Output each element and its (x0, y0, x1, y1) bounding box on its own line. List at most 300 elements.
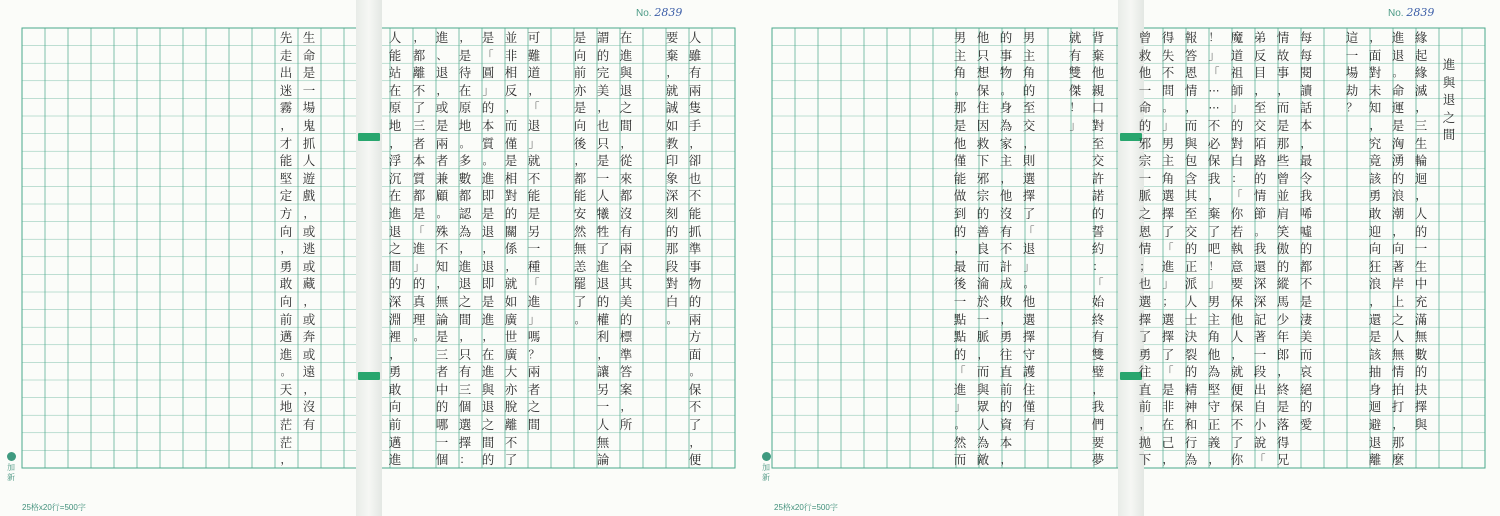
manuscript-character: 義 (1207, 434, 1221, 450)
manuscript-character: 是 (573, 100, 587, 116)
manuscript-character: 犧 (596, 205, 610, 221)
manuscript-character: ， (413, 31, 425, 44)
manuscript-character: 間 (619, 117, 633, 133)
manuscript-character: 大 (504, 364, 518, 380)
manuscript-character: 先 (279, 30, 293, 45)
manuscript-character: 與 (481, 381, 495, 397)
manuscript-character: 」 (528, 136, 540, 150)
manuscript-character: ， (1208, 453, 1220, 467)
manuscript-character: 」 (1208, 48, 1220, 62)
manuscript-character: 三 (435, 346, 449, 362)
manuscript-character: 退 (527, 117, 541, 133)
manuscript-character: 選 (1022, 170, 1036, 186)
manuscript-character: 事 (999, 47, 1013, 63)
manuscript-character: 地 (279, 399, 293, 415)
left-sheet-edge-mark (5, 452, 17, 483)
manuscript-character: 是 (1276, 117, 1290, 133)
manuscript-character: 救 (976, 135, 990, 151)
manuscript-character: 湧 (1391, 153, 1405, 169)
manuscript-character: 該 (1368, 346, 1382, 362)
manuscript-character: 在 (619, 30, 633, 45)
manuscript-character: 之 (527, 399, 541, 415)
manuscript-character: 前 (1138, 399, 1152, 415)
manuscript-character: 霧 (279, 100, 293, 116)
manuscript-character: 向 (1368, 241, 1382, 257)
manuscript-character: 己 (1161, 434, 1175, 450)
manuscript-character: 數 (458, 170, 472, 186)
manuscript-character: 間 (527, 417, 541, 433)
manuscript-character: 認 (458, 205, 472, 221)
manuscript-character: 噓 (1299, 223, 1313, 239)
left-sheet-number (636, 6, 682, 19)
manuscript-character: 對 (665, 276, 679, 292)
manuscript-character: 故 (1276, 47, 1290, 63)
manuscript-character: 只 (596, 135, 610, 151)
manuscript-character: 滅 (1414, 82, 1428, 98)
manuscript-character: 的 (412, 276, 426, 292)
manuscript-character: 師 (1230, 82, 1244, 98)
manuscript-character: 家 (999, 135, 1013, 151)
text-column (277, 29, 295, 469)
manuscript-character: 洶 (1391, 135, 1405, 151)
manuscript-character: 讓 (596, 364, 610, 380)
manuscript-character: 顧 (435, 188, 449, 204)
manuscript-character: 者 (435, 364, 449, 380)
manuscript-character: 抉 (1414, 381, 1428, 397)
manuscript-character: 沒 (302, 399, 316, 415)
manuscript-character: 嗎 (527, 329, 541, 345)
manuscript-character: 的 (1299, 241, 1313, 257)
manuscript-character: 必 (1207, 135, 1221, 151)
text-column (433, 29, 451, 469)
manuscript-character: ， (597, 101, 609, 115)
manuscript-character: 」 (1069, 118, 1081, 132)
manuscript-character: 一 (1138, 82, 1152, 98)
manuscript-character: 的 (1253, 170, 1267, 186)
manuscript-character: 勇 (279, 258, 293, 274)
manuscript-character: 教 (665, 135, 679, 151)
manuscript-character: 在 (481, 346, 495, 362)
manuscript-character: 有 (1091, 329, 1105, 345)
manuscript-character: 了 (688, 417, 702, 433)
manuscript-character: ， (1369, 118, 1381, 132)
manuscript-character: 角 (1022, 65, 1036, 81)
manuscript-character: 退 (1368, 434, 1382, 450)
manuscript-character: 地 (388, 117, 402, 133)
manuscript-character: ⋯ (1208, 83, 1220, 97)
manuscript-character: 選 (1161, 311, 1175, 327)
manuscript-character: 準 (688, 241, 702, 257)
text-column (1274, 29, 1292, 469)
manuscript-character: 是 (435, 117, 449, 133)
manuscript-character: 美 (596, 82, 610, 98)
manuscript-character: 年 (1276, 329, 1290, 345)
manuscript-character: 是 (1299, 293, 1313, 309)
manuscript-character: 反 (504, 82, 518, 98)
manuscript-character: 非 (1161, 399, 1175, 415)
manuscript-character: 本 (481, 117, 495, 133)
manuscript-character: 絕 (1299, 381, 1313, 397)
manuscript-character: ， (280, 118, 292, 132)
manuscript-character: 著 (1253, 329, 1267, 345)
manuscript-character: 要 (665, 30, 679, 45)
manuscript-character: 宗 (1138, 153, 1152, 169)
manuscript-character: 也 (596, 117, 610, 133)
manuscript-character: 鬼 (302, 117, 316, 133)
right-manuscript-sheet (750, 0, 1500, 516)
manuscript-character: 」 (482, 83, 494, 97)
manuscript-character: 段 (665, 258, 679, 274)
manuscript-character: 迎 (1368, 223, 1382, 239)
manuscript-character: 知 (435, 258, 449, 274)
manuscript-character: 為 (1184, 452, 1198, 468)
manuscript-character: 天 (279, 381, 293, 397)
manuscript-character: 種 (527, 258, 541, 274)
manuscript-character: 事 (1276, 65, 1290, 81)
title-character: 間 (1442, 127, 1456, 143)
manuscript-character: 進 (619, 47, 633, 63)
manuscript-character: 的 (1230, 117, 1244, 133)
manuscript-character: 一 (596, 170, 610, 186)
manuscript-character: 下 (1138, 452, 1152, 468)
manuscript-character: 「 (1231, 189, 1243, 203)
manuscript-character: 緣 (1414, 30, 1428, 45)
text-column (456, 29, 474, 469)
manuscript-character: 他 (953, 135, 967, 151)
text-column (594, 29, 612, 469)
manuscript-character: 夢 (1091, 452, 1105, 468)
manuscript-character: 定 (279, 188, 293, 204)
manuscript-character: ， (1023, 136, 1035, 150)
manuscript-character: 有 (688, 65, 702, 81)
manuscript-character: 人 (688, 30, 702, 45)
manuscript-character: 曾 (1276, 170, 1290, 186)
manuscript-character: 可 (527, 30, 541, 45)
manuscript-character: 話 (1299, 100, 1313, 116)
manuscript-character: 的 (1276, 258, 1290, 274)
manuscript-character: 要 (1091, 434, 1105, 450)
manuscript-character: ， (436, 277, 448, 291)
manuscript-character: 角 (1207, 329, 1221, 345)
edge-dot-icon (762, 452, 771, 461)
manuscript-character: 。 (954, 418, 966, 432)
manuscript-character: 能 (527, 188, 541, 204)
manuscript-character: 吧 (1207, 241, 1221, 257)
manuscript-character: 的 (1391, 170, 1405, 186)
manuscript-character: 進 (1391, 30, 1405, 45)
manuscript-character: 有 (1068, 47, 1082, 63)
manuscript-character: 往 (999, 346, 1013, 362)
manuscript-character: 那 (953, 100, 967, 116)
text-column (386, 29, 404, 469)
manuscript-character: 向 (1391, 241, 1405, 257)
manuscript-character: 原 (458, 100, 472, 116)
manuscript-character: ， (977, 347, 989, 361)
manuscript-character: 角 (1161, 170, 1175, 186)
text-column (502, 29, 520, 469)
manuscript-character: 退 (596, 276, 610, 292)
manuscript-character: 兩 (619, 241, 633, 257)
manuscript-character: 場 (1345, 65, 1359, 81)
manuscript-character: 「 (954, 365, 966, 379)
manuscript-character: 而 (976, 364, 990, 380)
manuscript-character: 的 (1184, 241, 1198, 257)
manuscript-character: ， (1162, 453, 1174, 467)
manuscript-character: 是 (1161, 381, 1175, 397)
manuscript-character: 命 (302, 47, 316, 63)
manuscript-character: 每 (1299, 47, 1313, 63)
manuscript-character: 者 (527, 381, 541, 397)
manuscript-character: 我 (1299, 188, 1313, 204)
manuscript-character: 點 (953, 311, 967, 327)
manuscript-character: 向 (573, 47, 587, 63)
manuscript-character: 案 (619, 381, 633, 397)
manuscript-character: 主 (1207, 311, 1221, 327)
manuscript-character: 戲 (302, 188, 316, 204)
edge-dot-icon (7, 452, 16, 461)
manuscript-character: 前 (388, 417, 402, 433)
manuscript-character: 堅 (1207, 381, 1221, 397)
manuscript-character: 三 (458, 381, 472, 397)
manuscript-character: 」 (1208, 277, 1220, 291)
manuscript-character: ， (620, 400, 632, 414)
manuscript-character: 至 (1091, 135, 1105, 151)
manuscript-character: 唏 (1299, 205, 1313, 221)
manuscript-character: 退 (435, 65, 449, 81)
manuscript-character: 對 (1230, 135, 1244, 151)
manuscript-character: 的 (504, 205, 518, 221)
manuscript-character: 善 (976, 223, 990, 239)
manuscript-character: 岸 (1391, 276, 1405, 292)
manuscript-character: 係 (504, 241, 518, 257)
manuscript-character: ， (1092, 382, 1104, 396)
text-column (300, 29, 318, 434)
manuscript-character: 約 (1091, 241, 1105, 257)
manuscript-character: 士 (1184, 311, 1198, 327)
manuscript-character: 做 (953, 188, 967, 204)
manuscript-character: ， (666, 66, 678, 80)
manuscript-character: 而 (504, 117, 518, 133)
manuscript-character: 然 (573, 223, 587, 239)
manuscript-character: 質 (481, 135, 495, 151)
manuscript-character: 的 (435, 399, 449, 415)
manuscript-character: ， (574, 154, 586, 168)
manuscript-character: 藏 (302, 276, 316, 292)
manuscript-character: 退 (1391, 47, 1405, 63)
manuscript-character: 答 (1184, 47, 1198, 63)
manuscript-character: 就 (1230, 364, 1244, 380)
manuscript-character: 命 (1391, 82, 1405, 98)
manuscript-character: 情 (1391, 364, 1405, 380)
manuscript-character: 情 (1184, 82, 1198, 98)
manuscript-character: 打 (1391, 399, 1405, 415)
manuscript-character: 交 (1091, 153, 1105, 169)
manuscript-character: 勇 (999, 329, 1013, 345)
manuscript-character: 些 (1276, 153, 1290, 169)
manuscript-character: 我 (1091, 399, 1105, 415)
text-column (1182, 29, 1200, 469)
manuscript-character: 為 (1207, 364, 1221, 380)
manuscript-character: 不 (435, 241, 449, 257)
manuscript-character: 物 (688, 276, 702, 292)
manuscript-character: 。 (1392, 66, 1404, 80)
manuscript-character: 兩 (688, 311, 702, 327)
manuscript-character: 並 (1276, 188, 1290, 204)
manuscript-character: 弟 (1253, 30, 1267, 45)
manuscript-character: 本 (999, 434, 1013, 450)
manuscript-character: 還 (1253, 258, 1267, 274)
manuscript-character: 輪 (1414, 153, 1428, 169)
manuscript-character: ： (1092, 259, 1104, 273)
manuscript-character: 主 (953, 47, 967, 63)
manuscript-character: 間 (481, 434, 495, 450)
manuscript-character: ， (1415, 101, 1427, 115)
text-column (1343, 29, 1361, 117)
manuscript-character: 保 (976, 82, 990, 98)
manuscript-character: 為 (458, 223, 472, 239)
manuscript-character: 其 (619, 276, 633, 292)
manuscript-character: 真 (412, 293, 426, 309)
manuscript-character: 敢 (1368, 205, 1382, 221)
manuscript-character: 不 (999, 241, 1013, 257)
manuscript-character: 著 (1391, 258, 1405, 274)
manuscript-character: 「 (413, 224, 425, 238)
manuscript-character: 白 (665, 293, 679, 309)
manuscript-character: 裂 (1184, 346, 1198, 362)
manuscript-character: 前 (999, 381, 1013, 397)
manuscript-character: 拍 (1391, 381, 1405, 397)
manuscript-character: 勇 (1138, 346, 1152, 362)
essay-title (1440, 56, 1458, 144)
manuscript-character: 情 (1253, 188, 1267, 204)
manuscript-character: 遠 (302, 364, 316, 380)
manuscript-character: 知 (1368, 100, 1382, 116)
manuscript-character: 逃 (302, 241, 316, 257)
manuscript-character: 你 (1230, 452, 1244, 468)
manuscript-character: 能 (688, 205, 702, 221)
manuscript-character: 「 (1023, 224, 1035, 238)
manuscript-character: 如 (504, 293, 518, 309)
number-value: 2839 (654, 6, 683, 19)
manuscript-character: 進 (953, 381, 967, 397)
manuscript-character: ， (280, 242, 292, 256)
manuscript-character: 美 (1299, 329, 1313, 345)
manuscript-character: 敗 (999, 293, 1013, 309)
manuscript-character: 失 (1161, 47, 1175, 63)
manuscript-character: 神 (1184, 399, 1198, 415)
manuscript-character: 安 (573, 205, 587, 221)
manuscript-character: 就 (504, 276, 518, 292)
manuscript-character: 人 (1184, 293, 1198, 309)
number-label: No. (636, 8, 652, 19)
text-column (1251, 29, 1269, 469)
manuscript-character: 敢 (279, 276, 293, 292)
manuscript-character: 方 (688, 329, 702, 345)
manuscript-character: 那 (1276, 135, 1290, 151)
manuscript-character: 都 (458, 188, 472, 204)
manuscript-character: 如 (665, 117, 679, 133)
manuscript-character: 口 (1091, 100, 1105, 116)
manuscript-character: 雙 (1068, 65, 1082, 81)
manuscript-character: 來 (619, 170, 633, 186)
manuscript-character: 者 (412, 135, 426, 151)
manuscript-character: 茫 (279, 434, 293, 450)
manuscript-character: 離 (412, 65, 426, 81)
manuscript-character: 一 (435, 434, 449, 450)
manuscript-character: 他 (1138, 65, 1152, 81)
text-column (410, 29, 428, 346)
manuscript-character: 另 (596, 381, 610, 397)
manuscript-character: 。 (413, 330, 425, 344)
manuscript-character: ？ (1346, 101, 1358, 115)
manuscript-character: 選 (1022, 311, 1036, 327)
manuscript-character: 擇 (1022, 329, 1036, 345)
manuscript-character: ， (1139, 418, 1151, 432)
manuscript-character: 恩 (1184, 65, 1198, 81)
manuscript-character: 生 (1414, 135, 1428, 151)
text-column (1366, 29, 1384, 469)
manuscript-character: ， (459, 242, 471, 256)
manuscript-character: 深 (1253, 276, 1267, 292)
manuscript-character: 深 (665, 188, 679, 204)
manuscript-character: 了 (573, 293, 587, 309)
manuscript-character: 直 (1138, 381, 1152, 397)
manuscript-character: 人 (596, 188, 610, 204)
manuscript-character: 要 (1230, 276, 1244, 292)
manuscript-character: 麼 (1391, 452, 1405, 468)
manuscript-character: 然 (953, 434, 967, 450)
manuscript-character: 或 (302, 258, 316, 274)
manuscript-character: 了 (1230, 434, 1244, 450)
manuscript-character: 了 (1022, 205, 1036, 221)
manuscript-character: 後 (953, 276, 967, 292)
left-sheet-binding-tab-top (358, 133, 380, 141)
manuscript-character: 的 (1184, 364, 1198, 380)
manuscript-character: 緣 (1414, 65, 1428, 81)
manuscript-character: 情 (1138, 241, 1152, 257)
title-character: 與 (1442, 74, 1456, 90)
manuscript-character: 準 (619, 346, 633, 362)
manuscript-character: 是 (1276, 399, 1290, 415)
manuscript-character: 之 (619, 100, 633, 116)
manuscript-character: 人 (1414, 205, 1428, 221)
manuscript-character: 誓 (1091, 223, 1105, 239)
manuscript-character: 棄 (1207, 205, 1221, 221)
manuscript-character: 他 (1207, 346, 1221, 362)
manuscript-character: ， (620, 136, 632, 150)
manuscript-character: 才 (279, 135, 293, 151)
manuscript-character: ； (1139, 259, 1151, 273)
manuscript-character: 璧 (1091, 364, 1105, 380)
manuscript-character: 進 (596, 258, 610, 274)
manuscript-character: 和 (1184, 417, 1198, 433)
manuscript-character: 一 (302, 82, 316, 98)
manuscript-character: 了 (1161, 223, 1175, 239)
manuscript-character: 落 (1276, 417, 1290, 433)
manuscript-character: 們 (1091, 417, 1105, 433)
text-column (997, 29, 1015, 469)
manuscript-character: 馬 (1276, 293, 1290, 309)
manuscript-character: 報 (1184, 30, 1198, 45)
manuscript-character: 宗 (976, 188, 990, 204)
manuscript-character: 堅 (279, 170, 293, 186)
manuscript-character: 便 (688, 452, 702, 468)
manuscript-character: 出 (279, 65, 293, 81)
manuscript-character: 身 (1368, 381, 1382, 397)
manuscript-character: 擇 (1414, 399, 1428, 415)
manuscript-character: 得 (1276, 434, 1290, 450)
manuscript-character: 郎 (1276, 346, 1290, 362)
